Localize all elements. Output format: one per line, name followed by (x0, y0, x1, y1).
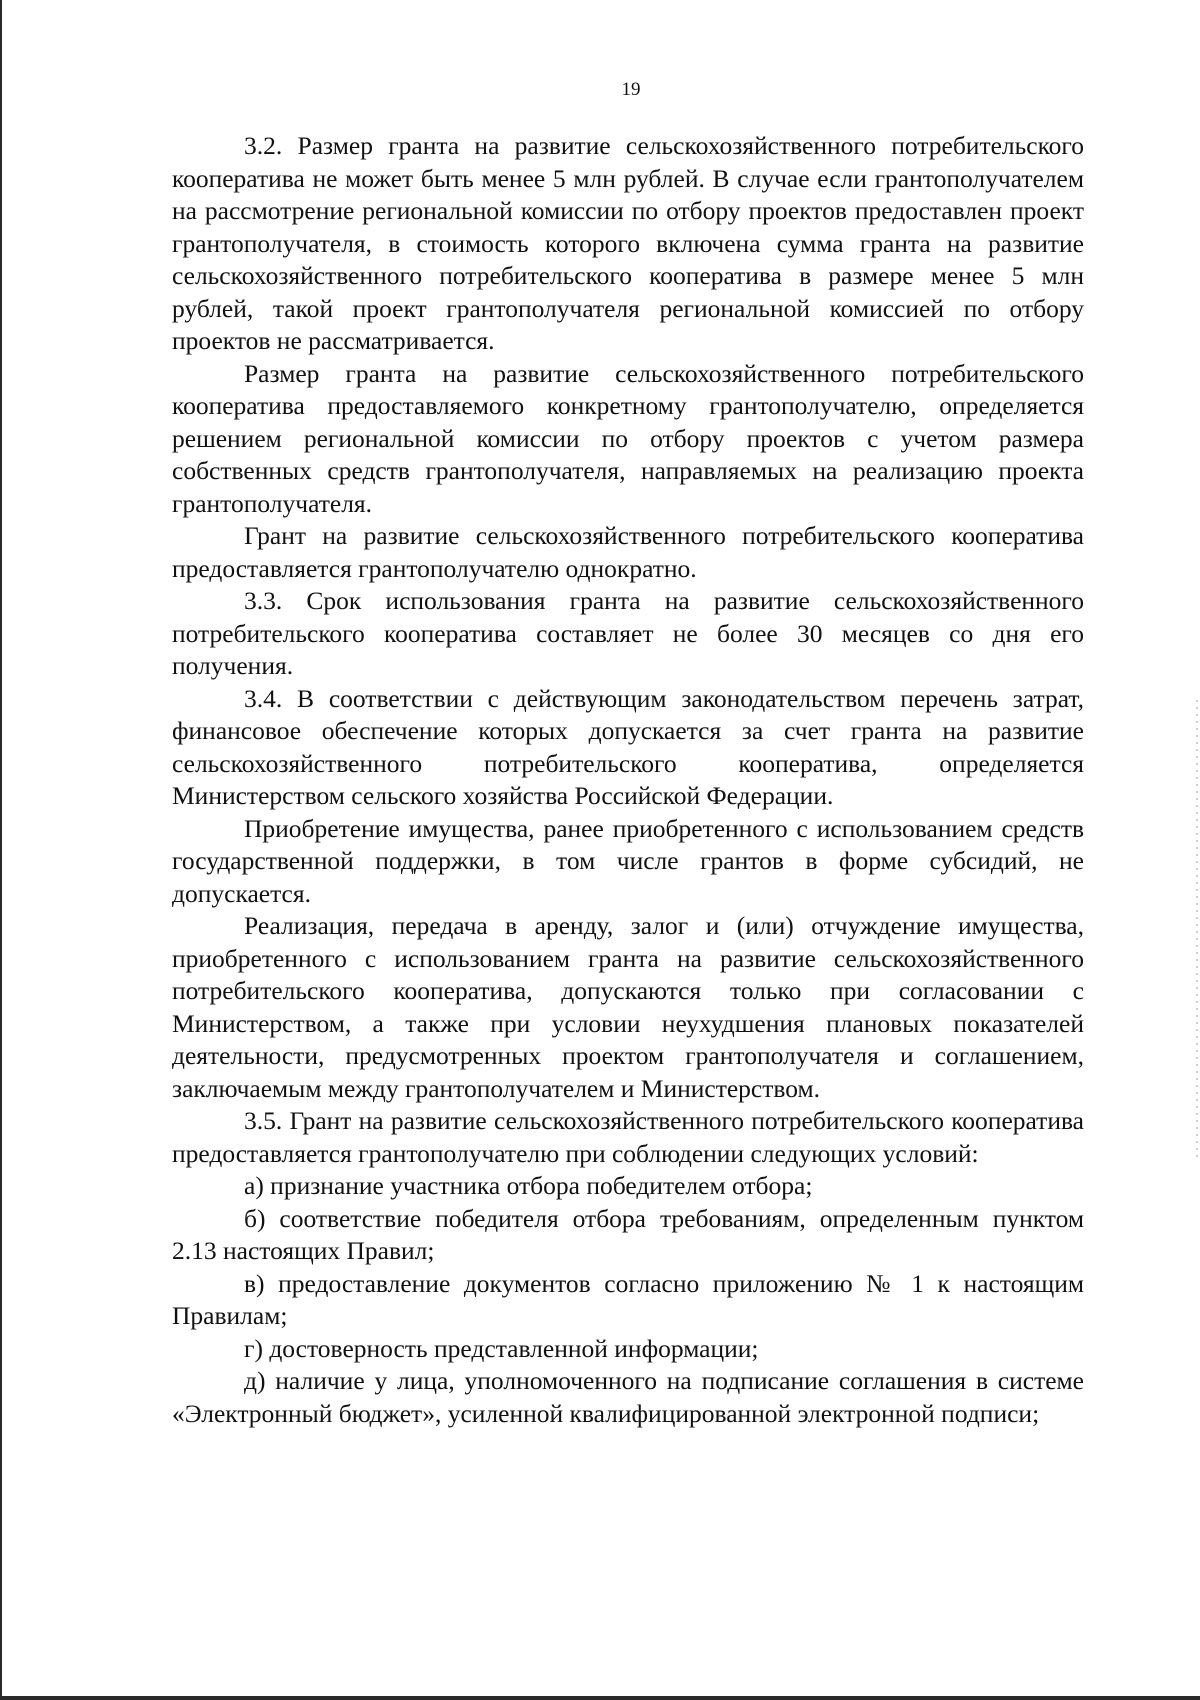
paragraph-3-2: 3.2. Размер гранта на развитие сельскохозяйственного потребительского кооператива не может быть менее 5 млн рублей. В случае если грантополучателем на рассмотрение региональной комиссии по отбору проектов предоставлен проект грантополучателя, в стоимость которого включена сумма гранта на развитие сельскохозяйственного потребительского кооператива в размере менее 5 млн рублей, такой проект грантополучателя региональной комиссией по отбору проектов не рассматривается. (172, 131, 1084, 355)
paragraph-3-5: 3.5. Грант на развитие сельскохозяйственного потребительского кооператива предоставляется грантополучателю при соблюдении следующих условий: (172, 1106, 1084, 1168)
list-item-g: г) достоверность представленной информации; (244, 1333, 759, 1363)
page-number: 19 (621, 79, 641, 100)
document-body (172, 130, 1084, 1430)
paragraph-property-disposal: Реализация, передача в аренду, залог и (или) отчуждение имущества, приобретенного с использованием гранта на развитие сельскохозяйственного потребительского кооператива, допускаются только при согласовании с Министерством, а также при условии неухудшения плановых показателей деятельности, предусмотренных проектом грантополучателя и соглашением, заключаемым между грантополучателем и Министерством. (172, 911, 1084, 1103)
paragraph-grant-once: Грант на развитие сельскохозяйственного потребительского кооператива предоставляется грантополучателю однократно. (172, 521, 1084, 583)
scan-edge-left (0, 0, 2, 1700)
list-item-b: б) соответствие победителя отбора требованиям, определенным пунктом 2.13 настоящих Правил; (172, 1203, 1084, 1265)
scan-edge-bottom (0, 1696, 1200, 1700)
list-item-d: д) наличие у лица, уполномоченного на подписание соглашения в системе «Электронный бюджет», усиленной квалифицированной электронной подписи; (172, 1366, 1084, 1428)
scan-edge-right (1196, 700, 1198, 1160)
paragraph-grant-size: Размер гранта на развитие сельскохозяйственного потребительского кооператива предоставляемого конкретному грантополучателю, определяется решением региональной комиссии по отбору проектов с учетом размера собственных средств грантополучателя, направляемых на реализацию проекта грантополучателя. (172, 358, 1084, 518)
paragraph-3-4: 3.4. В соответствии с действующим законодательством перечень затрат, финансовое обеспечение которых допускается за счет гранта на развитие сельскохозяйственного потребительского кооператива, определяется Министерством сельского хозяйства Российской Федерации. (172, 683, 1084, 810)
paragraph-property-acquisition: Приобретение имущества, ранее приобретенного с использованием средств государственной поддержки, в том числе грантов в форме субсидий, не допускается. (172, 813, 1084, 908)
paragraph-3-3: 3.3. Срок использования гранта на развитие сельскохозяйственного потребительского кооператива составляет не более 30 месяцев со дня его получения. (172, 586, 1084, 680)
list-item-v: в) предоставление документов согласно приложению № 1 к настоящим Правилам; (172, 1268, 1084, 1330)
list-item-a: а) признание участника отбора победителем отбора; (244, 1171, 813, 1200)
